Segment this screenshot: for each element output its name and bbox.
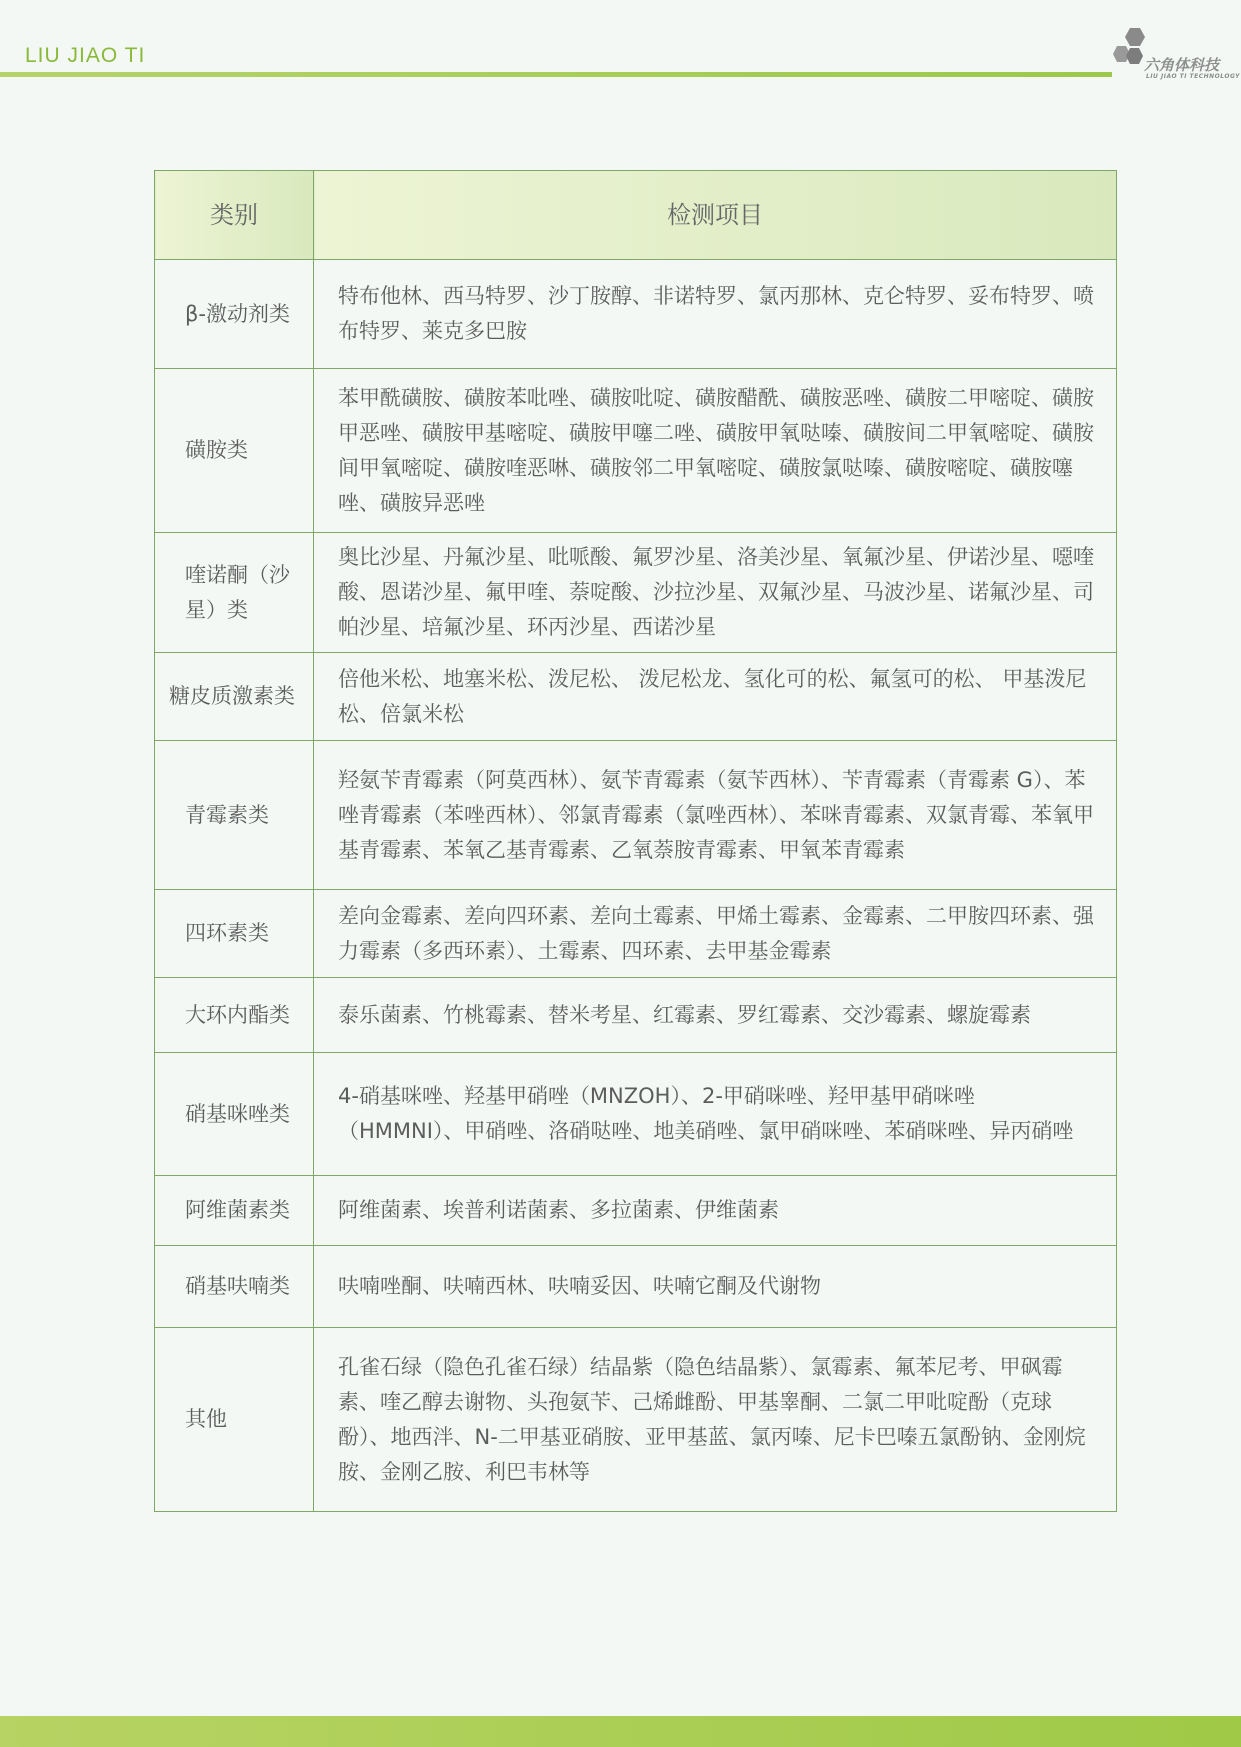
row-items: 4-硝基咪唑、羟基甲硝唑（MNZOH）、2-甲硝咪唑、羟甲基甲硝咪唑（HMMNI）、甲硝唑、洛硝哒唑、地美硝唑、氯甲硝咪唑、苯硝咪唑、异丙硝唑 (314, 1053, 1117, 1176)
row-category: 四环素类 (155, 890, 314, 978)
header-category: 类别 (155, 171, 314, 260)
table-row (155, 1053, 1117, 1176)
table-row (155, 369, 1117, 533)
table-row (155, 533, 1117, 653)
table-row (155, 653, 1117, 741)
table-row (155, 890, 1117, 978)
row-category: 喹诺酮（沙星）类 (155, 533, 314, 653)
detection-items-table (154, 170, 1117, 1512)
row-items: 孔雀石绿（隐色孔雀石绿）结晶紫（隐色结晶紫）、氯霉素、氟苯尼考、甲砜霉素、喹乙醇去谢物、头孢氨苄、己烯雌酚、甲基睾酮、二氯二甲吡啶酚（克球酚）、地西泮、N-二甲基亚硝胺、亚甲基蓝、氯丙嗪、尼卡巴嗪五氯酚钠、金刚烷胺、金刚乙胺、利巴韦林等 (314, 1328, 1117, 1512)
table-row (155, 1176, 1117, 1246)
row-category: 硝基咪唑类 (155, 1053, 314, 1176)
row-items: 倍他米松、地塞米松、泼尼松、 泼尼松龙、氢化可的松、氟氢可的松、 甲基泼尼松、倍氯米松 (314, 653, 1117, 741)
row-category: 磺胺类 (155, 369, 314, 533)
row-category: 青霉素类 (155, 741, 314, 890)
row-category: 硝基呋喃类 (155, 1246, 314, 1328)
row-items: 特布他林、西马特罗、沙丁胺醇、非诺特罗、氯丙那林、克仑特罗、妥布特罗、喷布特罗、莱克多巴胺 (314, 260, 1117, 369)
header-divider (0, 72, 1112, 77)
logo-chinese-name: 六角体科技 (1144, 56, 1220, 74)
row-category: β-激动剂类 (155, 260, 314, 369)
row-category: 糖皮质激素类 (155, 653, 314, 741)
row-items: 奥比沙星、丹氟沙星、吡哌酸、氟罗沙星、洛美沙星、氧氟沙星、伊诺沙星、噁喹酸、恩诺沙星、氟甲喹、萘啶酸、沙拉沙星、双氟沙星、马波沙星、诺氟沙星、司帕沙星、培氟沙星、环丙沙星、西诺沙星 (314, 533, 1117, 653)
table-row (155, 1246, 1117, 1328)
logo-english-name: LIU JIAO TI TECHNOLOGY (1146, 73, 1241, 80)
table-row (155, 978, 1117, 1053)
table-row (155, 741, 1117, 890)
row-items: 苯甲酰磺胺、磺胺苯吡唑、磺胺吡啶、磺胺醋酰、磺胺恶唑、磺胺二甲嘧啶、磺胺甲恶唑、磺胺甲基嘧啶、磺胺甲噻二唑、磺胺甲氧哒嗪、磺胺间二甲氧嘧啶、磺胺间甲氧嘧啶、磺胺喹恶啉、磺胺邻二甲氧嘧啶、磺胺氯哒嗪、磺胺嘧啶、磺胺噻唑、磺胺异恶唑 (314, 369, 1117, 533)
footer-bar (0, 1716, 1241, 1747)
table-row (155, 1328, 1117, 1512)
header-items: 检测项目 (314, 171, 1117, 260)
row-items: 羟氨苄青霉素（阿莫西林）、氨苄青霉素（氨苄西林）、苄青霉素（青霉素 G）、苯唑青霉素（苯唑西林）、邻氯青霉素（氯唑西林）、苯咪青霉素、双氯青霉、苯氧甲基青霉素、苯氧乙基青霉素、乙氧萘胺青霉素、甲氧苯青霉素 (314, 741, 1117, 890)
table-header-row (155, 171, 1117, 260)
row-items: 差向金霉素、差向四环素、差向土霉素、甲烯土霉素、金霉素、二甲胺四环素、强力霉素（多西环素）、土霉素、四环素、去甲基金霉素 (314, 890, 1117, 978)
brand-wordmark: LIU JIAO TI (25, 44, 146, 67)
row-items: 呋喃唑酮、呋喃西林、呋喃妥因、呋喃它酮及代谢物 (314, 1246, 1117, 1328)
row-category: 阿维菌素类 (155, 1176, 314, 1246)
company-logo (1108, 24, 1241, 84)
row-category: 其他 (155, 1328, 314, 1512)
table-row (155, 260, 1117, 369)
row-items: 泰乐菌素、竹桃霉素、替米考星、红霉素、罗红霉素、交沙霉素、螺旋霉素 (314, 978, 1117, 1053)
row-items: 阿维菌素、埃普利诺菌素、多拉菌素、伊维菌素 (314, 1176, 1117, 1246)
row-category: 大环内酯类 (155, 978, 314, 1053)
